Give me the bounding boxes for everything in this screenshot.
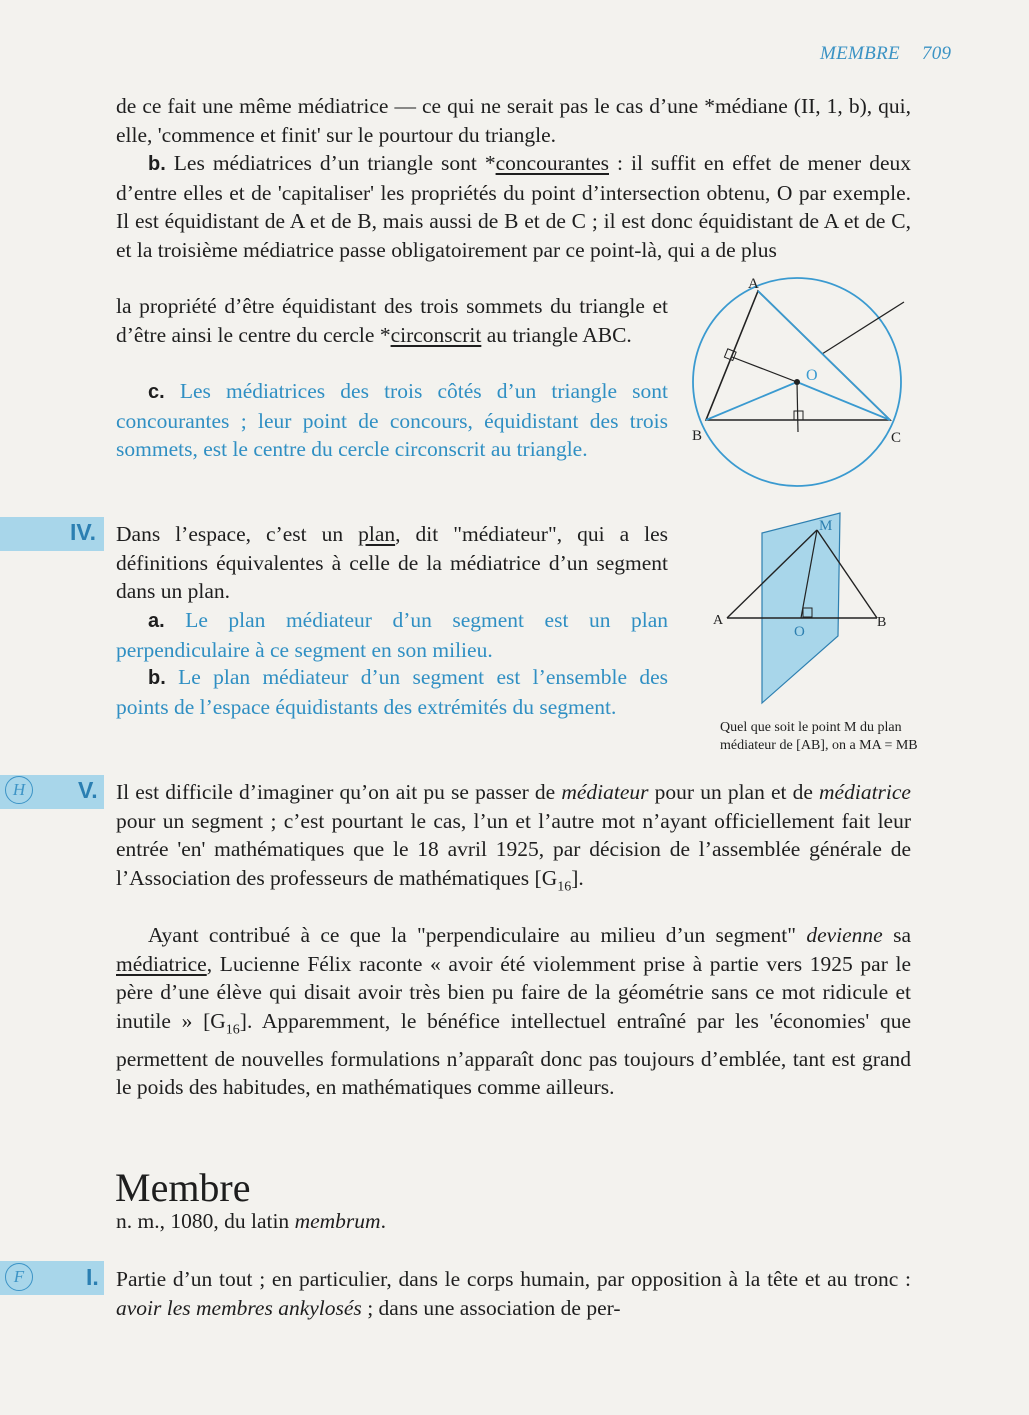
item-label-iv-a: a. [148, 610, 165, 632]
etymology-text-2: . [380, 1209, 386, 1233]
section-v-text-4: ]. [571, 865, 584, 890]
term-mediatrice-underlined: médiatrice [116, 951, 207, 976]
point-label-b: B [877, 615, 887, 630]
felix-text-2: sa [882, 923, 911, 947]
french-badge-icon: F [5, 1263, 33, 1291]
section-v-text-2: pour un plan et de [648, 780, 820, 804]
paragraph-median-note: de ce fait une même médiatrice — ce qui ne serait pas le cas d’une *médiane (II, 1, b), qui, elle, 'commence et finit' sur le pourtour du triangle. [116, 94, 911, 147]
triangle-abc [706, 291, 890, 420]
section-v-number: V. [78, 777, 98, 803]
paragraph-i-definition [116, 1265, 911, 1322]
radius-line-a [758, 291, 890, 420]
item-label-b: b. [148, 153, 166, 175]
mediator-plane-figure [705, 508, 920, 718]
item-label-c: c. [148, 381, 165, 403]
perpendicular-bisector-ab [732, 357, 797, 382]
entry-etymology [116, 1207, 911, 1236]
section-iv-number: IV. [70, 519, 97, 545]
etymology-text-1: n. m., 1080, du latin [116, 1209, 295, 1233]
point-label-a: A [713, 613, 724, 628]
point-label-o: O [794, 624, 805, 640]
paragraph-v-felix [116, 921, 911, 1102]
center-point-o [794, 379, 800, 385]
paragraph-b-text-1: Les médiatrices d’un triangle sont * [165, 151, 496, 175]
paragraph-b-continued [116, 292, 668, 349]
page-number: 709 [921, 43, 952, 64]
definition-example: avoir les membres ankylosés [116, 1295, 362, 1320]
paragraph-b-text-4: au triangle ABC. [481, 322, 632, 347]
paragraph-c-text: Les médiatrices des trois côtés d’un triangle sont concourantes ; leur point de concours, équidistant des trois sommets, est le centre du cercle circonscrit au triangle. [116, 379, 668, 462]
section-iv-text-2: , dit "médiateur", qui a les définitions équivalentes à celle de la médiatrice d’un segment dans un plan. [116, 522, 668, 604]
vertex-label-b: B [692, 428, 703, 444]
circumcircle-figure [690, 262, 920, 487]
running-head-title: MEMBRE [820, 43, 900, 64]
section-v-text-3: pour un segment ; c’est pourtant le cas, l’un et l’autre mot n’ayant officiellement fait leur entrée 'en' mathématiques que le 18 avril 1925, par décision de l’assemblée générale de l’Association des professeurs de mathématiques [G [116, 808, 911, 890]
figure-caption: Quel que soit le point M du plan médiateur de [AB], on a MA = MB [720, 720, 918, 753]
vertex-label-a: A [748, 276, 759, 292]
term-devienne: devienne [806, 923, 883, 947]
paragraph-b-text-3: la propriété d’être équidistant des trois sommets du triangle et d’être ainsi le centre du cercle * [116, 294, 668, 347]
felix-text-3: , Lucienne Félix raconte « avoir été violemment prise à partie vers 1925 par le père d’une élève qui disait avoir très bien pu faire de la géométrie sans ce mot ridicule et inutile » [G [116, 951, 911, 1033]
perpendicular-bisector-ac [822, 302, 904, 354]
term-mediateur: médiateur [561, 780, 649, 804]
paragraph-iv-plan-mediateur [116, 520, 668, 606]
vertex-label-c: C [891, 430, 902, 446]
radius-line-c [797, 382, 890, 420]
center-label-o: O [806, 367, 818, 384]
paragraph-iv-a [116, 606, 668, 664]
felix-text-4: ]. Apparemment, le bénéfice intellectuel entraîné par les 'économies' que permettent de nouvelles formulations n’apparaît donc pas toujours d’emblée, tant est grand le poids des habitudes, en mathématiques comme ailleurs. [116, 1008, 912, 1100]
etymology-latin: membrum [294, 1209, 381, 1233]
reference-subscript: 16 [557, 879, 572, 895]
reference-subscript-2: 16 [225, 1022, 240, 1038]
point-label-m: M [819, 518, 833, 534]
term-plan: plan [358, 522, 396, 546]
paragraph-iv-a-text: Le plan médiateur d’un segment est un plan perpendiculaire à ce segment en son milieu. [116, 608, 668, 662]
paragraph-b-concourantes [116, 149, 911, 264]
paragraph-iv-b [116, 663, 668, 721]
term-circonscrit: circonscrit [390, 322, 482, 347]
entry-title: Membre [115, 1165, 251, 1210]
section-i-number: I. [86, 1264, 99, 1290]
perpendicular-bisector-bc [797, 382, 798, 432]
right-angle-mark-2 [794, 411, 803, 420]
term-concourantes: concourantes [495, 151, 609, 175]
section-iv-text-1: Dans l’espace, c’est un [116, 522, 359, 546]
history-badge-icon: H [5, 776, 33, 804]
definition-text-1: Partie d’un tout ; en particulier, dans le corps humain, par opposition à la tête et au tronc : [116, 1267, 911, 1291]
mediator-plane [762, 513, 840, 703]
section-v-text-1: Il est difficile d’imaginer qu’on ait pu se passer de [116, 780, 562, 804]
paragraph-b-text-2: : il suffit en effet de mener deux d’entre elles et de 'capitaliser' les propriétés du point d’intersection obtenu, O par exemple. Il est équidistant de A et de B, mais aussi de B et de C ; il est donc équidistant de A et de C, et la troisième médiatrice passe obligatoirement par ce point-là, qui a de plus [116, 151, 911, 262]
felix-text-1: Ayant contribué à ce que la "perpendiculaire au milieu d’un segment" [148, 923, 807, 947]
paragraph-iv-b-text: Le plan médiateur d’un segment est l’ensemble des points de l’espace équidistants des extrémités du segment. [116, 665, 668, 719]
paragraph-v-history [116, 778, 911, 902]
term-mediatrice: médiatrice [819, 780, 911, 804]
running-head [820, 43, 951, 65]
item-label-iv-b: b. [148, 667, 166, 689]
paragraph-c-theorem [116, 377, 668, 464]
definition-text-2: ; dans une association de per- [361, 1295, 621, 1320]
